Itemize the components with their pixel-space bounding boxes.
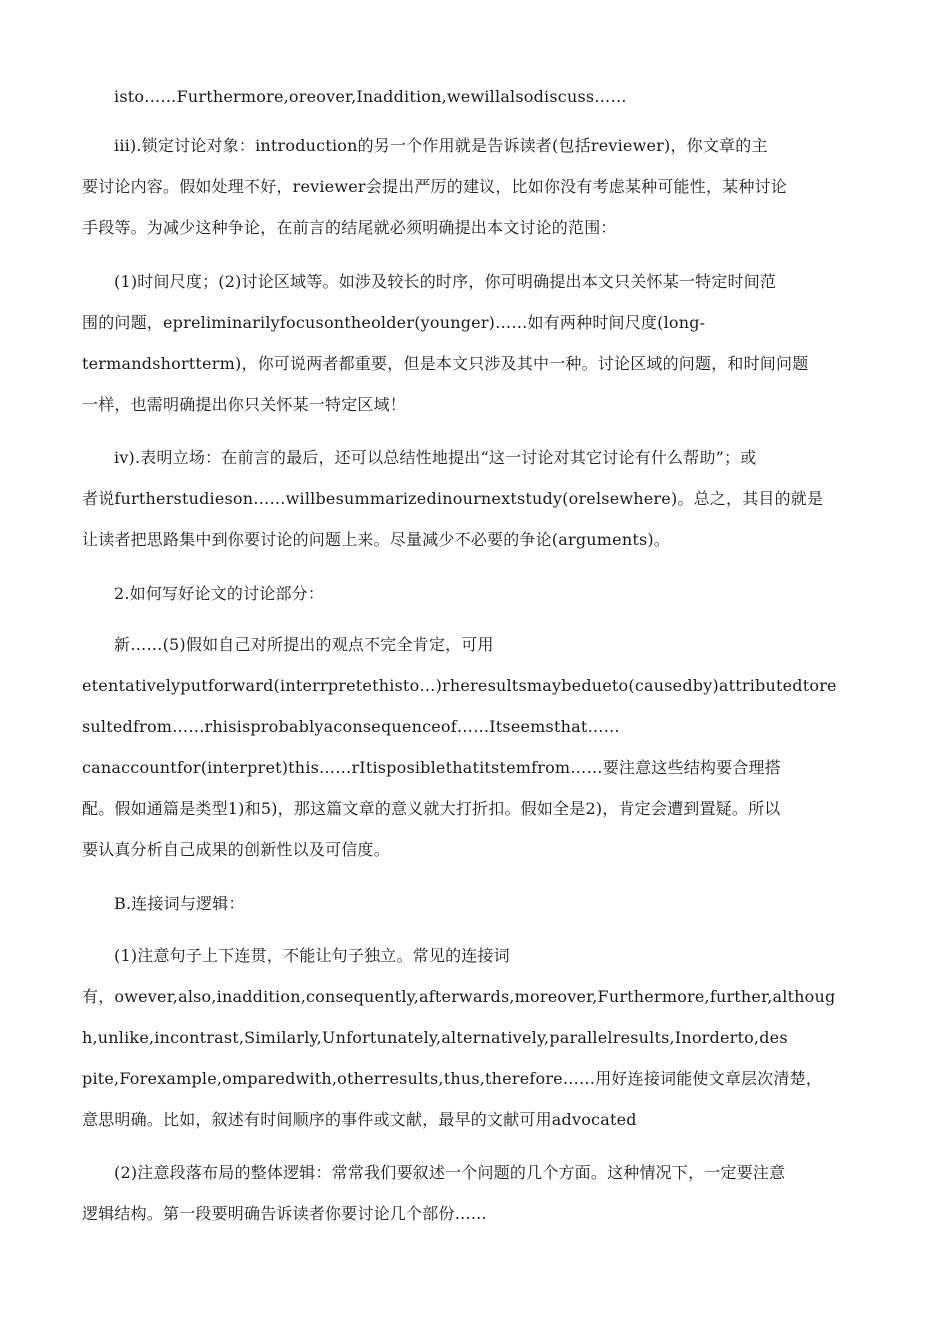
paragraph-state-position	[82, 437, 874, 560]
text-line: 要认真分析自己成果的创新性以及可信度。	[82, 840, 390, 859]
section-heading-connectives	[82, 883, 874, 924]
text-line: 者说furtherstudieson……willbesummarizedinournextstudy(orelsewhere)。总之，其目的就是	[82, 489, 824, 508]
text-line: 意思明确。比如，叙述有时间顺序的事件或文献，最早的文献可用advocated	[82, 1110, 637, 1129]
text-line: 有，owever,also,inaddition,consequently,afterwards,moreover,Furthermore,further,althoug	[82, 987, 836, 1006]
text-line: pite,Forexample,omparedwith,otherresults,thus,therefore……用好连接词能使文章层次清楚，	[82, 1069, 823, 1088]
text-line: B.连接词与逻辑：	[114, 894, 245, 913]
text-line: 让读者把思路集中到你要讨论的问题上来。尽量减少不必要的争论(arguments)。	[82, 530, 671, 549]
text-line: h,unlike,incontrast,Similarly,Unfortunately,alternatively,parallelresults,Inorderto,des	[82, 1028, 788, 1047]
text-line: 2.如何写好论文的讨论部分：	[114, 584, 325, 603]
paragraph-overall-logic	[82, 1152, 874, 1234]
text-line: (1)注意句子上下连贯，不能让句子独立。常见的连接词	[114, 946, 510, 965]
text-line: isto……Furthermore,oreover,Inaddition,wewillalsodiscuss……	[114, 87, 627, 106]
text-line: termandshortterm)，你可说两者都重要，但是本文只涉及其中一种。讨论区域的问题，和时间问题	[82, 354, 809, 373]
text-line: 新……(5)假如自己对所提出的观点不完全肯定，可用	[114, 635, 494, 654]
text-line: sultedfrom……rhisisprobablyaconsequenceof……Itseemsthat……	[82, 717, 620, 736]
text-line: canaccountfor(interpret)this……rItisposiblethatitstemfrom……要注意这些结构要合理搭	[82, 758, 781, 777]
paragraph-tentative-phrasing	[82, 624, 874, 870]
paragraph-time-scale	[82, 261, 874, 425]
paragraph-intro-connectives	[82, 76, 874, 117]
text-line: 一样，也需明确提出你只关怀某一特定区域！	[82, 395, 407, 414]
text-line: 要讨论内容。假如处理不好，reviewer会提出严厉的建议，比如你没有考虑某种可能性，某种讨论	[82, 177, 787, 196]
paragraph-lock-discussion-object	[82, 125, 874, 248]
text-line: (1)时间尺度；(2)讨论区域等。如涉及较长的时序，你可明确提出本文只关怀某一特定时间范	[114, 272, 777, 291]
text-line: iv).表明立场：在前言的最后，还可以总结性地提出“这一讨论对其它讨论有什么帮助”；或	[114, 448, 757, 467]
paragraph-sentence-coherence	[82, 935, 874, 1140]
text-line: (2)注意段落布局的整体逻辑：常常我们要叙述一个问题的几个方面。这种情况下，一定要注意	[114, 1163, 786, 1182]
section-heading-discussion	[82, 573, 874, 614]
text-line: 配。假如通篇是类型1)和5)，那这篇文章的意义就大打折扣。假如全是2)，肯定会遭到置疑。所以	[82, 799, 781, 818]
text-line: 手段等。为减少这种争论，在前言的结尾就必须明确提出本文讨论的范围：	[82, 218, 617, 237]
text-line: 逻辑结构。第一段要明确告诉读者你要讨论几个部份……	[82, 1204, 488, 1223]
text-line: iii).锁定讨论对象：introduction的另一个作用就是告诉读者(包括reviewer)，你文章的主	[114, 136, 768, 155]
text-line: etentativelyputforward(interrpretethisto…)rheresultsmaybedueto(causedby)attributedtore	[82, 676, 837, 695]
text-line: 围的问题，epreliminarilyfocusontheolder(younger)……如有两种时间尺度(long-	[82, 313, 706, 332]
